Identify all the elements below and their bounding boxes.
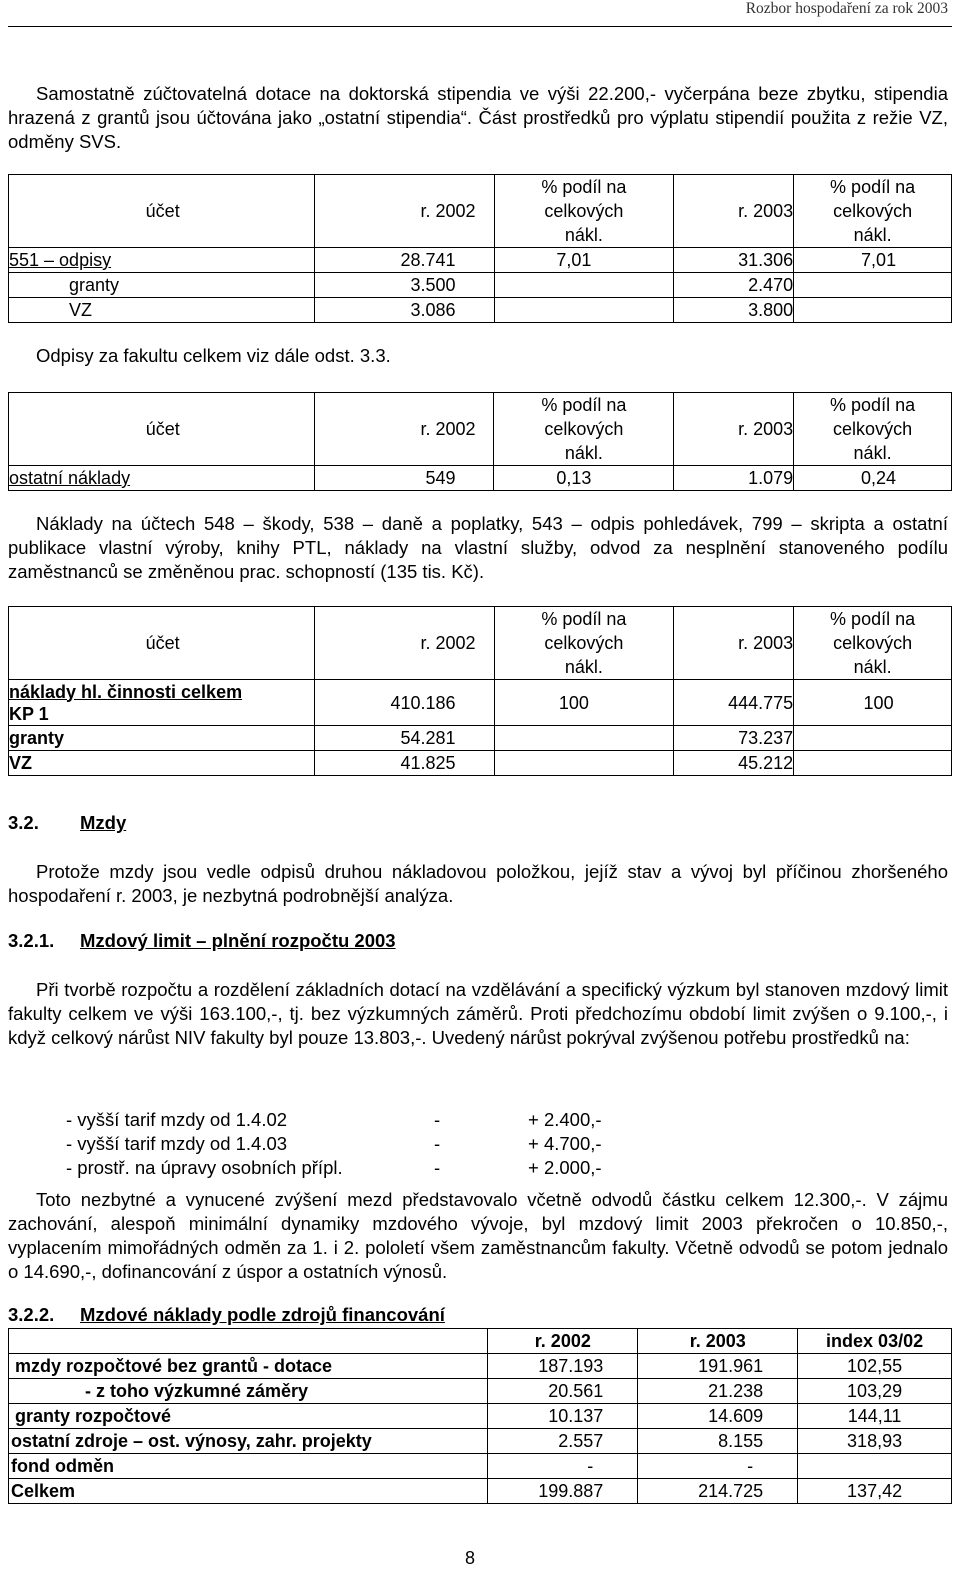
limit-paragraph: Při tvorbě rozpočtu a rozdělení základních dotací na vzdělávání a specifický výzkum byl stanoven mzdový limit fakulty celkem ve výši 163.100,-, tj. bez výzkumných záměrů. Proti předchozímu období limit zvýšen o 9.100,-, i když celkový nárůst NIV fakulty byl pouze 13.803,-. Uvedený nárůst pokrýval zvýšenou potřebu prostředků na:: [8, 979, 948, 1048]
increase-list: [66, 1108, 766, 1180]
table-row: granty rozpočtové 10.137 14.609 144,11: [9, 1404, 952, 1429]
naklady-celkem-table: [8, 606, 952, 776]
section-3-2-1-heading: 3.2.1. Mzdový limit – plnění rozpočtu 2003: [8, 930, 396, 951]
col-pct-2003: % podíl na celkových nákl.: [794, 175, 952, 248]
table-row: granty 54.281 73.237: [9, 726, 952, 751]
mzdove-naklady-table: [8, 1328, 952, 1504]
table-header-row: [9, 175, 952, 248]
table-row: - z toho výzkumné záměry 20.561 21.238 103,29: [9, 1379, 952, 1404]
table-row: fond odměn - -: [9, 1454, 952, 1479]
page-number: 8: [464, 1548, 475, 1568]
toto-paragraph: Toto nezbytné a vynucené zvýšení mezd představovalo včetně odvodů částku celkem 12.300,-. V zájmu zachování, alespoň minimální dynamiky mzdového vývoje, byl mzdový limit 2003 překročen o 10.850,-, vyplacením mimořádných odměn za 1. i 2. pololetí všem zaměstnancům fakulty. Včetně odvodů se potom jednalo o 14.690,-, dofinancování z úspor a ostatních výnosů.: [8, 1189, 948, 1282]
section-3-2-2-heading: 3.2.2. Mzdové náklady podle zdrojů financování: [8, 1304, 445, 1325]
odpisy-note: Odpisy za fakultu celkem viz dále odst. 3.3.: [36, 345, 391, 366]
table-row: mzdy rozpočtové bez grantů - dotace 187.193 191.961 102,55: [9, 1354, 952, 1379]
table-row: VZ 41.825 45.212: [9, 751, 952, 776]
list-item: - vyšší tarif mzdy od 1.4.02 - + 2.400,-: [66, 1109, 602, 1130]
table-row: ostatní zdroje – ost. výnosy, zahr. projekty 2.557 8.155 318,93: [9, 1429, 952, 1454]
running-header: [8, 0, 952, 27]
table-row: ostatní náklady 549 0,13 1.079 0,24: [9, 466, 952, 491]
col-pct-2002: % podíl na celkových nákl.: [494, 175, 674, 248]
col-ucet: účet: [9, 175, 315, 248]
table-row: 551 – odpisy 28.741 7,01 31.306 7,01: [9, 248, 952, 273]
table-row: VZ 3.086 3.800: [9, 298, 952, 323]
table-row: granty 3.500 2.470: [9, 273, 952, 298]
section-3-2-heading: 3.2. Mzdy: [8, 812, 127, 833]
col-2003: r. 2003: [674, 175, 794, 248]
table-header-row: účet r. 2002 % podíl na celkových nákl. r. 2003 % podíl na celkových nákl.: [9, 393, 952, 466]
list-item: - vyšší tarif mzdy od 1.4.03 - + 4.700,-: [66, 1133, 602, 1154]
col-2002: r. 2002: [314, 175, 494, 248]
list-item: - prostř. na úpravy osobních přípl. - + 2.000,-: [66, 1157, 602, 1178]
table-row: Celkem 199.887 214.725 137,42: [9, 1479, 952, 1504]
table-row: náklady hl. činnosti celkem KP 1 410.186 100 444.775 100: [9, 680, 952, 726]
mzdy-paragraph: Protože mzdy jsou vedle odpisů druhou nákladovou položkou, jejíž stav a vývoj byl příčinou zhoršeného hospodaření r. 2003, je nezbytná podrobnější analýza.: [8, 861, 948, 906]
intro-paragraph: Samostatně zúčtovatelná dotace na doktorská stipendia ve výši 22.200,- vyčerpána beze zbytku, stipendia hrazená z grantů jsou účtována jako „ostatní stipendia“. Část prostředků pro výplatu stipendií použita z režie VZ, odměny SVS.: [8, 83, 948, 152]
ostatni-naklady-table: [8, 392, 952, 491]
odpisy-table: [8, 174, 952, 323]
table-header-row: r. 2002 r. 2003 index 03/02: [9, 1329, 952, 1354]
naklady-paragraph: Náklady na účtech 548 – škody, 538 – daně a poplatky, 543 – odpis pohledávek, 799 – skripta a ostatní publikace vlastní výroby, knihy PTL, náklady na vlastní služby, odvod za nesplnění stanoveného podílu zaměstnanců se změněnou prac. schopností (135 tis. Kč).: [8, 513, 948, 582]
header-title: Rozbor hospodaření za rok 2003: [745, 0, 948, 17]
table-header-row: účet r. 2002 % podíl na celkových nákl. r. 2003 % podíl na celkových nákl.: [9, 607, 952, 680]
